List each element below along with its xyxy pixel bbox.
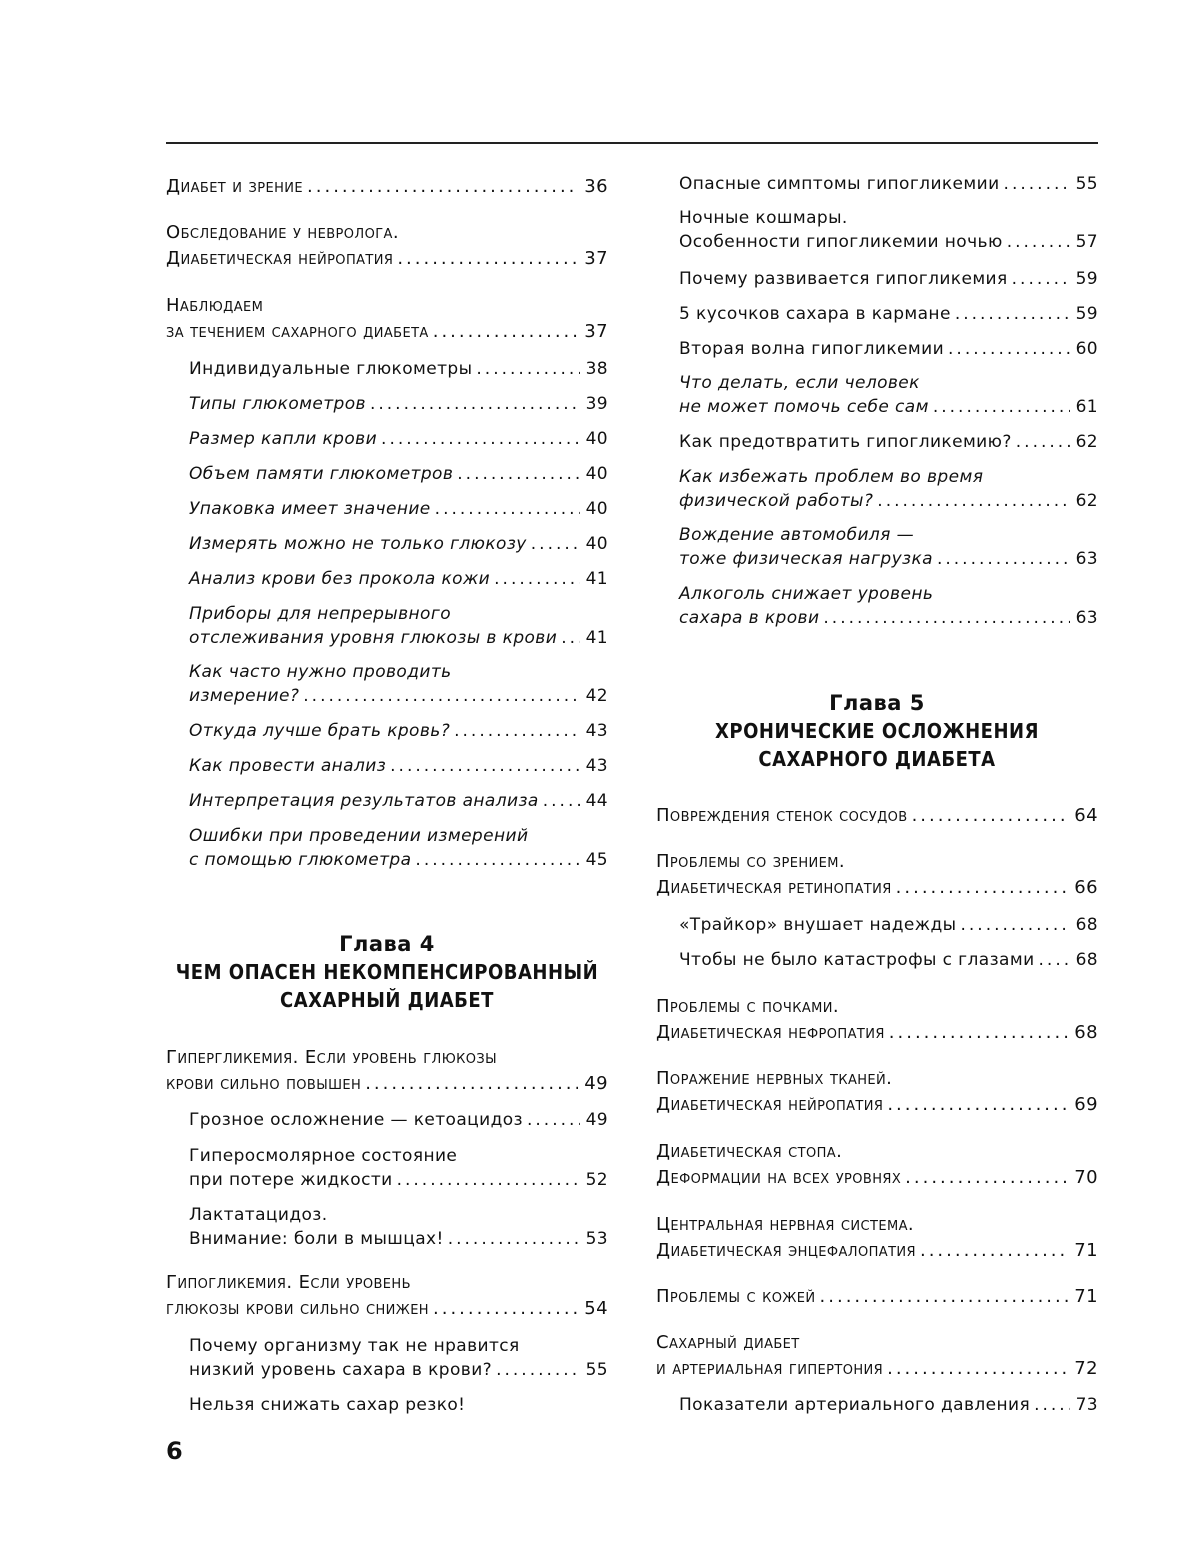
toc-entry-page-number: 62: [1075, 432, 1098, 452]
toc-entry[interactable]: [679, 267, 1098, 291]
toc-entry[interactable]: [679, 582, 1098, 630]
page-number: 6: [166, 1437, 183, 1465]
toc-entry-line: Обследование у невролога.: [166, 222, 399, 243]
toc-entry[interactable]: [189, 357, 608, 381]
toc-entry-title: и артериальная гипертония: [656, 1358, 884, 1379]
dot-leader: [820, 1284, 1069, 1310]
toc-entry-leader-line: [656, 875, 1098, 901]
toc-entry[interactable]: [189, 567, 608, 591]
dot-leader: [887, 1356, 1068, 1382]
toc-entry-page-number: 45: [585, 850, 608, 870]
toc-entry-title: 5 кусочков сахара в кармане: [679, 304, 951, 324]
toc-entry-page-number: 68: [1075, 950, 1098, 970]
toc-entry-page-number: 41: [585, 569, 608, 589]
toc-entry-line: Проблемы с почками.: [656, 996, 840, 1017]
toc-entry-title: Деформации на всех уровнях: [656, 1167, 902, 1188]
toc-entry-title: Размер капли крови: [189, 429, 378, 449]
toc-entry[interactable]: [189, 462, 608, 486]
toc-entry[interactable]: [679, 948, 1098, 972]
toc-entry-title: тоже физическая нагрузка: [679, 549, 933, 569]
toc-entry-leader-line: [189, 626, 608, 650]
toc-entry-line: Нельзя снижать сахар резко!: [189, 1395, 466, 1415]
dot-leader: [496, 1358, 579, 1382]
dot-leader: [381, 427, 580, 451]
toc-entry[interactable]: [656, 1330, 1098, 1382]
toc-entry-leader-line: [189, 1358, 608, 1382]
toc-entry[interactable]: [189, 789, 608, 813]
toc-entry[interactable]: [166, 174, 608, 200]
toc-entry-leader-line: [189, 462, 608, 486]
toc-entry[interactable]: [189, 660, 608, 708]
dot-leader: [1016, 430, 1070, 454]
toc-entry-page-number: 39: [585, 394, 608, 414]
dot-leader: [877, 489, 1069, 513]
dot-leader: [433, 319, 579, 345]
toc-entry[interactable]: [656, 1212, 1098, 1264]
dot-leader: [397, 1168, 580, 1192]
toc-entry-line: Сахарный диабет: [656, 1332, 800, 1353]
dot-leader: [1007, 230, 1070, 254]
toc-entry-page-number: 40: [585, 464, 608, 484]
toc-entry-page-number: 61: [1075, 397, 1098, 417]
toc-entry[interactable]: [189, 824, 608, 872]
toc-entry-leader-line: [189, 1108, 608, 1132]
toc-entry-title: физической работы?: [679, 491, 874, 511]
toc-entry-line: Гипогликемия. Если уровень: [166, 1272, 411, 1293]
toc-entry-leader-line: [189, 357, 608, 381]
toc-entry-title: за течением сахарного диабета: [166, 321, 429, 342]
toc-entry[interactable]: [189, 754, 608, 778]
toc-entry-line: Почему организму так не нравится: [189, 1336, 520, 1356]
dot-leader: [960, 913, 1069, 937]
toc-entry-title: измерение?: [189, 686, 300, 706]
toc-entry-title: Показатели артериального давления: [679, 1395, 1031, 1415]
dot-leader: [920, 1238, 1068, 1264]
toc-entry-page-number: 60: [1075, 339, 1098, 359]
dot-leader: [1012, 267, 1070, 291]
toc-entry-page-number: 52: [585, 1170, 608, 1190]
toc-entry[interactable]: [189, 719, 608, 743]
toc-entry-title: Диабетическая нефропатия: [656, 1022, 885, 1043]
dot-leader: [454, 719, 579, 743]
toc-entry-title: Индивидуальные глюкометры: [189, 359, 473, 379]
header-rule: [166, 142, 1098, 144]
toc-entry-leader-line: [679, 337, 1098, 361]
toc-entry-leader-line: [656, 1020, 1098, 1046]
toc-entry-line: Гипергликемия. Если уровень глюкозы: [166, 1047, 498, 1068]
dot-leader: [543, 789, 580, 813]
toc-entry-line: Гиперосмолярное состояние: [189, 1146, 458, 1166]
toc-entry-leader-line: [189, 719, 608, 743]
toc-entry[interactable]: [189, 1144, 608, 1192]
toc-entry-line: Ночные кошмары.: [679, 208, 848, 228]
toc-entry-title: Диабетическая нейропатия: [656, 1094, 884, 1115]
toc-entry-line: Ошибки при проведении измерений: [189, 826, 529, 846]
toc-entry-page-number: 40: [585, 499, 608, 519]
dot-leader: [823, 606, 1069, 630]
toc-entry-leader-line: [189, 532, 608, 556]
dot-leader: [527, 1108, 580, 1132]
toc-entry[interactable]: [679, 206, 1098, 254]
toc-entry-line: Лактатацидоз.: [189, 1205, 328, 1225]
toc-entry[interactable]: [189, 1393, 608, 1417]
chapter-5-number: Глава 5: [829, 691, 925, 715]
toc-entry-page-number: 70: [1074, 1167, 1098, 1188]
toc-entry-title: Опасные симптомы гипогликемии: [679, 174, 1000, 194]
toc-entry-leader-line: [679, 913, 1098, 937]
toc-entry-page-number: 37: [584, 321, 608, 342]
toc-entry-title: Типы глюкометров: [189, 394, 366, 414]
dot-leader: [457, 462, 579, 486]
toc-entry[interactable]: [189, 427, 608, 451]
toc-entry-title: Повреждения стенок сосудов: [656, 805, 908, 826]
dot-leader: [494, 567, 579, 591]
toc-entry[interactable]: [189, 497, 608, 521]
toc-entry-leader-line: [679, 547, 1098, 571]
toc-entry[interactable]: [679, 371, 1098, 419]
toc-entry[interactable]: [189, 1108, 608, 1132]
toc-entry-leader-line: [679, 606, 1098, 630]
toc-entry-title: отслеживания уровня глюкозы в крови: [189, 628, 558, 648]
toc-entry-leader-line: [679, 948, 1098, 972]
toc-entry-leader-line: [189, 1227, 608, 1251]
toc-entry-page-number: 62: [1075, 491, 1098, 511]
toc-entry-title: Откуда лучше брать кровь?: [189, 721, 451, 741]
dot-leader: [531, 532, 580, 556]
toc-entry-title: Чтобы не было катастрофы с глазами: [679, 950, 1035, 970]
toc-entry-leader-line: [189, 392, 608, 416]
toc-entry-page-number: 40: [585, 429, 608, 449]
toc-entry-title: при потере жидкости: [189, 1170, 393, 1190]
toc-entry-page-number: 38: [585, 359, 608, 379]
toc-entry-page-number: 59: [1075, 304, 1098, 324]
toc-entry[interactable]: [656, 849, 1098, 901]
toc-entry-leader-line: [656, 1284, 1098, 1310]
toc-entry[interactable]: [189, 1203, 608, 1251]
toc-entry-line: Как избежать проблем во время: [679, 467, 984, 487]
toc-entry-page-number: 68: [1074, 1022, 1098, 1043]
toc-entry-line: Приборы для непрерывного: [189, 604, 451, 624]
toc-entry[interactable]: [679, 523, 1098, 571]
chapter-4-title-line2: САХАРНЫЙ ДИАБЕТ: [280, 988, 494, 1012]
toc-entry-title: глюкозы крови сильно снижен: [166, 1298, 429, 1319]
toc-entry-leader-line: [679, 302, 1098, 326]
toc-entry-page-number: 66: [1074, 877, 1098, 898]
toc-entry-page-number: 36: [584, 176, 608, 197]
toc-entry-title: Упаковка имеет значение: [189, 499, 431, 519]
toc-entry-title: Диабетическая нейропатия: [166, 248, 394, 269]
toc-entry-title: Проблемы с кожей: [656, 1286, 816, 1307]
toc-entry-title: Грозное осложнение — кетоацидоз: [189, 1110, 523, 1130]
toc-entry[interactable]: [166, 1045, 608, 1097]
toc-entry-line: Диабетическая стопа.: [656, 1141, 843, 1162]
toc-entry[interactable]: [656, 803, 1098, 829]
chapter-4-heading: [166, 930, 608, 1014]
toc-entry-leader-line: [679, 489, 1098, 513]
toc-entry-leader-line: [656, 1356, 1098, 1382]
toc-entry-title: Как предотвратить гипогликемию?: [679, 432, 1012, 452]
toc-entry[interactable]: [679, 465, 1098, 513]
dot-leader: [390, 754, 579, 778]
toc-entry-line: Вождение автомобиля —: [679, 525, 915, 545]
toc-entry-leader-line: [189, 789, 608, 813]
toc-entry[interactable]: [679, 172, 1098, 196]
dot-leader: [889, 1020, 1069, 1046]
dot-leader: [448, 1227, 580, 1251]
dot-leader: [912, 803, 1069, 829]
dot-leader: [303, 684, 579, 708]
dot-leader: [1039, 948, 1070, 972]
toc-entry-title: Внимание: боли в мышцах!: [189, 1229, 444, 1249]
toc-entry-page-number: 44: [585, 791, 608, 811]
toc-entry-page-number: 57: [1075, 232, 1098, 252]
toc-entry[interactable]: [189, 1334, 608, 1382]
toc-entry-title: сахара в крови: [679, 608, 820, 628]
toc-entry-leader-line: [166, 1071, 608, 1097]
toc-entry[interactable]: [189, 392, 608, 416]
toc-entry-line: Поражение нервных тканей.: [656, 1068, 893, 1089]
toc-entry-title: Почему развивается гипогликемия: [679, 269, 1008, 289]
toc-entry-leader-line: [166, 319, 608, 345]
toc-entry-leader-line: [656, 1238, 1098, 1264]
toc-entry-leader-line: [679, 172, 1098, 196]
toc-entry-leader-line: [189, 1168, 608, 1192]
toc-entry-page-number: 49: [585, 1110, 608, 1130]
toc-entry[interactable]: [656, 994, 1098, 1046]
toc-entry-title: Интерпретация результатов анализа: [189, 791, 539, 811]
toc-entry-title: крови сильно повышен: [166, 1073, 362, 1094]
dot-leader: [397, 246, 578, 272]
dot-leader: [896, 875, 1069, 901]
toc-entry-page-number: 55: [585, 1360, 608, 1380]
dot-leader: [365, 1071, 578, 1097]
toc-entry[interactable]: [679, 1393, 1098, 1417]
toc-entry-title: Анализ крови без прокола кожи: [189, 569, 491, 589]
toc-entry-page-number: 71: [1074, 1286, 1098, 1307]
toc-entry-leader-line: [189, 754, 608, 778]
toc-entry-page-number: 42: [585, 686, 608, 706]
toc-entry-leader-line: [679, 395, 1098, 419]
toc-entry-page-number: 54: [584, 1298, 608, 1319]
toc-entry-page-number: 71: [1074, 1240, 1098, 1261]
toc-entry-page-number: 59: [1075, 269, 1098, 289]
toc-entry-page-number: 41: [585, 628, 608, 648]
toc-entry-line: Проблемы со зрением.: [656, 851, 845, 872]
toc-entry-leader-line: [679, 430, 1098, 454]
toc-entry-page-number: 43: [585, 756, 608, 776]
toc-entry-leader-line: [679, 267, 1098, 291]
toc-entry-leader-line: [189, 497, 608, 521]
toc-entry-page-number: 63: [1075, 549, 1098, 569]
toc-entry[interactable]: [166, 1270, 608, 1322]
toc-entry-page-number: 55: [1075, 174, 1098, 194]
toc-entry-title: Особенности гипогликемии ночью: [679, 232, 1003, 252]
toc-entry-title: низкий уровень сахара в крови?: [189, 1360, 493, 1380]
toc-entry-title: Диабетическая энцефалопатия: [656, 1240, 916, 1261]
toc-entry-page-number: 43: [585, 721, 608, 741]
dot-leader: [307, 174, 578, 200]
toc-entry-leader-line: [189, 684, 608, 708]
dot-leader: [887, 1092, 1068, 1118]
dot-leader: [435, 497, 580, 521]
chapter-5-title-line1: ХРОНИЧЕСКИЕ ОСЛОЖНЕНИЯ: [715, 719, 1039, 743]
toc-entry[interactable]: [679, 337, 1098, 361]
toc-entry-leader-line: [166, 174, 608, 200]
toc-entry[interactable]: [656, 1139, 1098, 1191]
toc-entry-page-number: 68: [1075, 915, 1098, 935]
dot-leader: [1034, 1393, 1069, 1417]
toc-entry-title: не может помочь себе сам: [679, 397, 929, 417]
toc-entry-page-number: 53: [585, 1229, 608, 1249]
toc-entry[interactable]: [656, 1066, 1098, 1118]
toc-entry-title: с помощью глюкометра: [189, 850, 412, 870]
toc-entry[interactable]: [679, 430, 1098, 454]
toc-entry-leader-line: [166, 246, 608, 272]
toc-entry-page-number: 69: [1074, 1094, 1098, 1115]
toc-entry-title: «Трайкор» внушает надежды: [679, 915, 957, 935]
toc-entry-leader-line: [656, 803, 1098, 829]
toc-entry[interactable]: [656, 1284, 1098, 1310]
dot-leader: [370, 392, 580, 416]
toc-entry[interactable]: [679, 302, 1098, 326]
toc-entry-leader-line: [189, 848, 608, 872]
toc-entry-page-number: 73: [1075, 1395, 1098, 1415]
chapter-5-heading: [656, 689, 1098, 773]
dot-leader: [415, 848, 579, 872]
toc-entry-title: Объем памяти глюкометров: [189, 464, 454, 484]
toc-entry-line: Алкоголь снижает уровень: [679, 584, 934, 604]
toc-entry-line: Что делать, если человек: [679, 373, 920, 393]
toc-entry-title: Измерять можно не только глюкозу: [189, 534, 527, 554]
dot-leader: [955, 302, 1070, 326]
dot-leader: [561, 626, 579, 650]
toc-entry-leader-line: [656, 1165, 1098, 1191]
dot-leader: [1004, 172, 1070, 196]
toc-entry[interactable]: [679, 913, 1098, 937]
toc-entry-leader-line: [656, 1092, 1098, 1118]
toc-entry-page-number: 64: [1074, 805, 1098, 826]
toc-entry-line: Как часто нужно проводить: [189, 662, 452, 682]
toc-entry-leader-line: [679, 1393, 1098, 1417]
toc-entry-leader-line: [189, 567, 608, 591]
toc-entry-title: Вторая волна гипогликемии: [679, 339, 945, 359]
toc-entry[interactable]: [166, 220, 608, 272]
toc-entry-title: Диабетическая ретинопатия: [656, 877, 892, 898]
toc-entry-leader-line: [166, 1296, 608, 1322]
toc-entry[interactable]: [189, 602, 608, 650]
chapter-5-title-line2: САХАРНОГО ДИАБЕТА: [758, 747, 996, 771]
dot-leader: [948, 337, 1070, 361]
toc-entry[interactable]: [166, 293, 608, 345]
dot-leader: [476, 357, 579, 381]
toc-entry-title: Как провести анализ: [189, 756, 387, 776]
chapter-4-number: Глава 4: [339, 932, 435, 956]
toc-entry-page-number: 49: [584, 1073, 608, 1094]
toc-entry-page-number: 63: [1075, 608, 1098, 628]
toc-entry-line: Центральная нервная система.: [656, 1214, 914, 1235]
toc-entry-leader-line: [189, 427, 608, 451]
toc-entry-page-number: 40: [585, 534, 608, 554]
toc-entry-line: Наблюдаем: [166, 295, 264, 316]
chapter-4-title-line1: ЧЕМ ОПАСЕН НЕКОМПЕНСИРОВАННЫЙ: [175, 960, 599, 984]
toc-entry-page-number: 72: [1074, 1358, 1098, 1379]
toc-entry-page-number: 37: [584, 248, 608, 269]
dot-leader: [937, 547, 1070, 571]
toc-entry-title: Диабет и зрение: [166, 176, 304, 197]
dot-leader: [433, 1296, 578, 1322]
toc-entry-leader-line: [679, 230, 1098, 254]
dot-leader: [905, 1165, 1068, 1191]
toc-entry[interactable]: [189, 532, 608, 556]
dot-leader: [933, 395, 1070, 419]
